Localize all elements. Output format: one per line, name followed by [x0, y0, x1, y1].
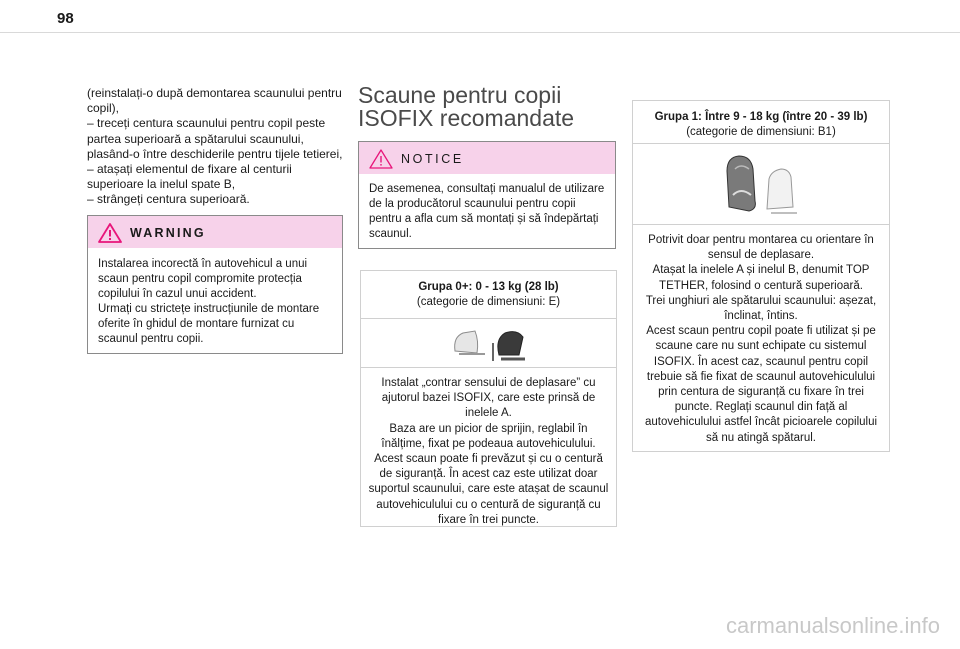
notice-triangle-icon [369, 149, 393, 169]
warning-header [88, 216, 342, 248]
rear-facing-infant-seat-icon [449, 321, 529, 365]
seat-category: (categorie de dimensiuni: E) [416, 296, 561, 308]
seat-description: Instalat „contrar sensului de deplasare” cu ajutorul bazei ISOFIX, care este prinsă de inelele A. Baza are un picior de sprijin, reglabil în înălțime, fixat pe podeaua autovehiculului. Acest scaun poate fi prevăzut și cu o centură de siguranță. În acest caz este utilizat doar suportul scaunului, care este atașat de scaunul autovehiculului cu o centură de siguranță cu fixare în trei puncte. [368, 377, 609, 526]
notice-header [359, 142, 615, 174]
seat-group-title: Grupa 1: Între 9 - 18 kg (între 20 - 39 lb) [654, 111, 868, 123]
forward-facing-child-seat-icon [721, 151, 801, 217]
seat-image [633, 143, 889, 225]
paragraph: – strângeți centura superioară. [87, 192, 250, 207]
header-divider [0, 32, 960, 33]
warning-box [87, 215, 343, 354]
seat-card-group-0plus [360, 270, 617, 527]
paragraph: – atașați elementul de fixare al centurii superioare la inelul spate B, [87, 162, 292, 192]
left-column-text [87, 86, 345, 208]
paragraph: – treceți centura scaunului pentru copil peste partea superioară a spătarului scaunului, plasând-o între deschiderile pentru tijele tetierei, [87, 116, 343, 161]
warning-label: WARNING [130, 226, 206, 240]
seat-description: Potrivit doar pentru montarea cu orientare în sensul de deplasare. Atașat la inelele A și inelul B, denumit TOP TETHER, folosind o centură superioară. Trei unghiuri ale spătarului scaunului: așezat, înclinat, întins. Acest scaun pentru copil poate fi utilizat și pe scaune care nu sunt echipate cu sistemul ISOFIX. În acest caz, scaunul pentru copil trebuie să fie fixat de scaunul autovehiculului prin centura de siguranță cu fixare în trei puncte. Reglați scaunul din față al autovehiculului astfel încât picioarele copilului să nu atingă spătarul. [644, 234, 878, 444]
section-title: Scaune pentru copii ISOFIX recomandate [358, 82, 575, 131]
notice-text: De asemenea, consultați manualul de utilizare de la producătorul scaunului pentru copii pentru a afla cum să montați și să îndepărtați scaunul. [369, 183, 605, 240]
notice-box [358, 141, 616, 249]
seat-category: (categorie de dimensiuni: B1) [686, 126, 836, 138]
seat-card-header [633, 101, 889, 143]
watermark: carmanualsonline.info [725, 613, 940, 638]
warning-text [88, 248, 342, 347]
seat-group-title: Grupa 0+: 0 - 13 kg (28 lb) [418, 281, 559, 293]
seat-card-header [361, 271, 616, 315]
notice-label: NOTICE [401, 152, 464, 166]
seat-card-group-1 [632, 100, 890, 452]
page-number: 98 [57, 10, 74, 27]
warning-triangle-icon [98, 223, 122, 243]
paragraph: (reinstalați-o după demontarea scaunului pentru copil), [87, 86, 342, 116]
warning-text-content: Instalarea incorectă în autovehicul a unui scaun pentru copil compromite protecția copilului în cazul unui accident. Urmați cu strictețe instrucțiunile de montare oferite în ghidul de montare furnizat cu scaunul pentru copii. [98, 258, 320, 345]
seat-image [361, 318, 616, 368]
